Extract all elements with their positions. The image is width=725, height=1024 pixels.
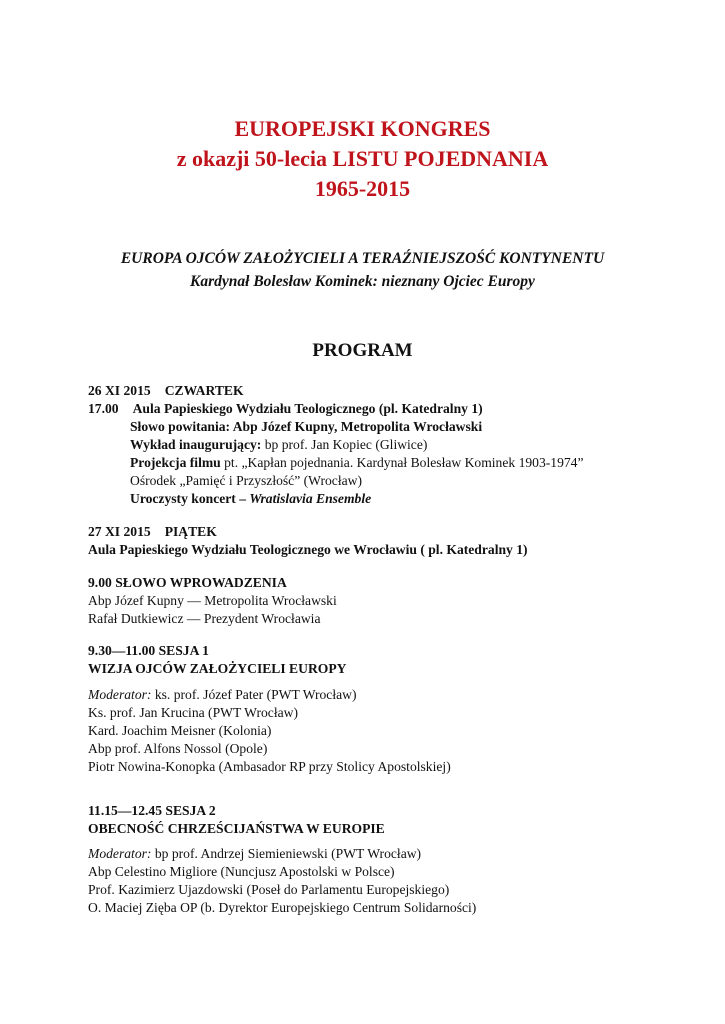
day2-date: 27 XI 2015 [88, 524, 151, 539]
session2-speaker: O. Maciej Zięba OP (b. Dyrektor Europejskiego Centrum Solidarności) [88, 900, 477, 915]
title-line-3: 1965-2015 [314, 176, 411, 201]
concert-value: Wratislavia Ensemble [249, 491, 372, 506]
lecture-value: bp prof. Jan Kopiec (Gliwice) [261, 437, 428, 452]
day2-weekday: PIĄTEK [164, 524, 217, 539]
day1-concert [130, 490, 371, 508]
day1-date: 26 XI 2015 [88, 383, 151, 398]
film-value: pt. „Kapłan pojednania. Kardynał Bolesław Kominek 1903-1974” [220, 455, 584, 470]
subtitle-line-1: EUROPA OJCÓW ZAŁOŻYCIELI A TERAŹNIEJSZOŚĆ KONTYNENTU [120, 250, 605, 267]
session1-title: WIZJA OJCÓW ZAŁOŻYCIELI EUROPY [88, 661, 347, 676]
session1-speaker: Piotr Nowina-Konopka (Ambasador RP przy Stolicy Apostolskiej) [88, 759, 451, 774]
session2-speaker: Prof. Kazimierz Ujazdowski (Poseł do Parlamentu Europejskiego) [88, 882, 450, 897]
session1-speaker: Abp prof. Alfons Nossol (Opole) [88, 741, 268, 756]
moderator-name: ks. prof. Józef Pater (PWT Wrocław) [151, 687, 357, 702]
lecture-label: Wykład inaugurujący: [130, 437, 262, 452]
intro-heading: 9.00 SŁOWO WPROWADZENIA [88, 575, 287, 590]
day1-venue: Aula Papieskiego Wydziału Teologicznego (pl. Katedralny 1) [132, 401, 483, 416]
title-line-2: z okazji 50-lecia LISTU POJEDNANIA [176, 146, 549, 171]
intro-speaker: Rafał Dutkiewicz — Prezydent Wrocławia [88, 611, 321, 626]
session1-speaker: Ks. prof. Jan Krucina (PWT Wrocław) [88, 705, 298, 720]
day1-heading [88, 382, 244, 400]
day1-weekday: CZWARTEK [164, 383, 244, 398]
day1-film-org: Ośrodek „Pamięć i Przyszłość” (Wrocław) [130, 473, 362, 488]
day1-lecture [130, 436, 427, 454]
day1-film [130, 454, 584, 472]
session2-heading: 11.15—12.45 SESJA 2 [88, 803, 216, 818]
title-line-1: EUROPEJSKI KONGRES [234, 116, 491, 141]
session2-speaker: Abp Celestino Migliore (Nuncjusz Apostolski w Polsce) [88, 864, 395, 879]
day2-venue: Aula Papieskiego Wydziału Teologicznego we Wrocławiu ( pl. Katedralny 1) [88, 542, 528, 557]
day1-venue-line [88, 400, 483, 418]
subtitle-line-2: Kardynał Bolesław Kominek: nieznany Ojciec Europy [190, 273, 535, 290]
program-heading: PROGRAM [312, 340, 413, 361]
day1-welcome: Słowo powitania: Abp Józef Kupny, Metropolita Wrocławski [130, 419, 483, 434]
intro-speaker: Abp Józef Kupny — Metropolita Wrocławski [88, 593, 337, 608]
moderator-label: Moderator: [88, 846, 152, 861]
day2-heading [88, 523, 217, 541]
session1-speaker: Kard. Joachim Meisner (Kolonia) [88, 723, 272, 738]
session2-moderator [88, 845, 421, 863]
moderator-name: bp prof. Andrzej Siemieniewski (PWT Wrocław) [151, 846, 422, 861]
session1-heading: 9.30—11.00 SESJA 1 [88, 643, 209, 658]
session1-moderator [88, 686, 357, 704]
concert-label: Uroczysty koncert – [130, 491, 250, 506]
day1-time: 17.00 [88, 401, 119, 416]
film-label: Projekcja filmu [130, 455, 221, 470]
session2-title: OBECNOŚĆ CHRZEŚCIJAŃSTWA W EUROPIE [88, 821, 385, 836]
moderator-label: Moderator: [88, 687, 152, 702]
